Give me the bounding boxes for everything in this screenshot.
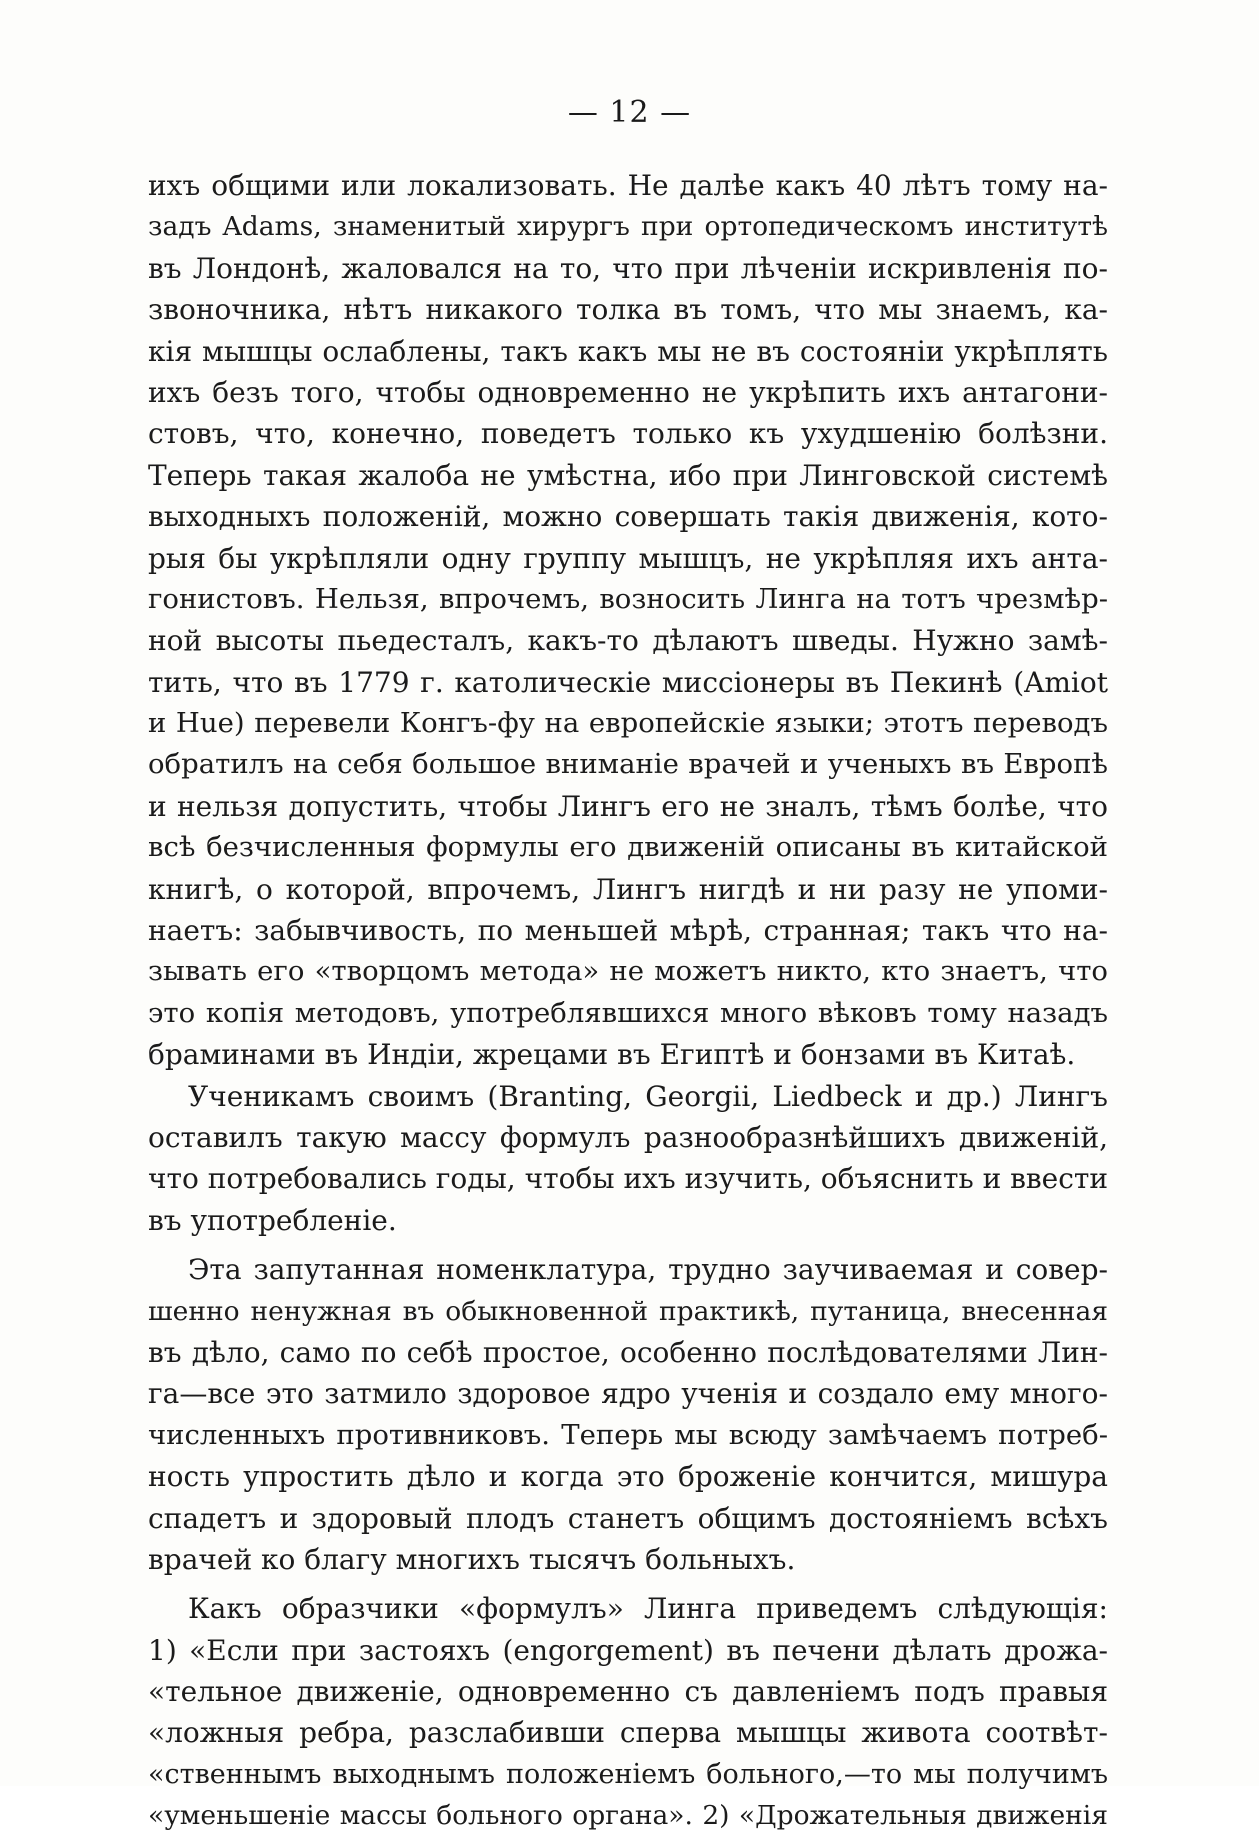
text-line: га—все это затмило здоровое ядро ученiя и создало ему много- (148, 1377, 1108, 1411)
text-line: Ученикамъ своимъ (Branting, Georgii, Liedbeck и др.) Лингъ (188, 1079, 1108, 1113)
text-line: врачей ко благу многихъ тысячъ больныхъ. (148, 1542, 796, 1576)
paragraph-1 (148, 165, 1108, 1076)
body-text (148, 165, 1108, 1837)
text-line: 1) «Если при застояхъ (engorgement) въ печени дѣлать дрожа- (148, 1633, 1108, 1667)
text-line: въ Лондонѣ, жаловался на то, что при лѣченiи искривленiя по- (148, 251, 1108, 285)
text-line: Эта запутанная номенклатура, трудно заучиваемая и совер- (188, 1253, 1108, 1287)
text-line: ной высоты пьедесталъ, какъ-то дѣлаютъ шведы. Нужно замѣ- (148, 624, 1108, 658)
text-line: ность упростить дѣло и когда это броженiе кончится, мишура (148, 1460, 1108, 1494)
text-line: спадетъ и здоровый плодъ станетъ общимъ достоянiемъ всѣхъ (148, 1501, 1108, 1535)
text-line: гонистовъ. Нельзя, впрочемъ, возносить Линга на тотъ чрезмѣр- (148, 582, 1108, 615)
text-line: Теперь такая жалоба не умѣстна, ибо при Линговской системѣ (148, 458, 1108, 492)
text-line: «ственнымъ выходнымъ положенiемъ больного,—то мы получимъ (148, 1758, 1108, 1790)
paragraph-4 (148, 1588, 1108, 1836)
text-line: задъ Adams, знаменитый хирургъ при ортопедическомъ институтѣ (148, 211, 1108, 243)
text-line: и нельзя допустить, чтобы Лингъ его не зналъ, тѣмъ болѣе, что (148, 789, 1108, 823)
text-line: книгѣ, о которой, впрочемъ, Лингъ нигдѣ и ни разу не упоми- (148, 872, 1108, 906)
text-line: ихъ общими или локализовать. Не далѣе какъ 40 лѣтъ тому на- (148, 169, 1108, 202)
text-line: оставилъ такую массу формулъ разнообразнѣйшихъ движенiй, (148, 1120, 1108, 1154)
text-line: «тельное движенiе, одновременно съ давленiемъ подъ правыя (148, 1675, 1108, 1709)
text-line: выходныхъ положенiй, можно совершать такiя движенiя, кото- (148, 500, 1108, 534)
text-line: браминами въ Индiи, жрецами въ Египтѣ и бонзами въ Китаѣ. (148, 1038, 1076, 1072)
text-line: обратилъ на себя большое вниманiе врачей и ученыхъ въ Европѣ (148, 748, 1108, 781)
text-line: всѣ безчисленныя формулы его движенiй описаны въ китайской (148, 831, 1108, 864)
text-line: наетъ: забывчивость, по меньшей мѣрѣ, странная; такъ что на- (148, 914, 1108, 948)
text-line: въ употребленiе. (148, 1203, 397, 1237)
text-line: стовъ, что, конечно, поведетъ только къ ухудшенiю болѣзни. (148, 417, 1108, 451)
text-line: кiя мышцы ослаблены, такъ какъ мы не въ состоянiи укрѣплять (148, 334, 1108, 368)
text-line: тить, что въ 1779 г. католическiе миссiонеры въ Пекинѣ (Amiot (148, 665, 1108, 699)
paragraph-3 (148, 1249, 1108, 1580)
paragraph-2 (148, 1076, 1108, 1242)
text-line: численныхъ противниковъ. Теперь мы всюду замѣчаемъ потреб- (148, 1418, 1108, 1451)
text-line: «уменьшенiе массы больного органа». 2) «Дрожательныя движенiя (148, 1800, 1108, 1832)
text-line: что потребовались годы, чтобы ихъ изучить, объяснить и ввести (148, 1162, 1108, 1196)
text-line: рыя бы укрѣпляли одну группу мышцъ, не укрѣпляя ихъ анта- (148, 541, 1108, 575)
page-number: — 12 — (567, 95, 692, 130)
text-line: шенно ненужная въ обыкновенной практикѣ, путаница, внесенная (148, 1295, 1108, 1327)
text-line: Какъ образчики «формулъ» Линга приведемъ слѣдующiя: (188, 1592, 1108, 1626)
text-line: «ложныя ребра, разслабивши сперва мышцы живота соотвѣт- (148, 1716, 1108, 1750)
text-line: зывать его «творцомъ метода» не можетъ никто, кто знаетъ, что (148, 955, 1108, 988)
text-line: въ дѣло, само по себѣ простое, особенно послѣдователями Лин- (148, 1335, 1108, 1369)
text-line: и Hue) перевели Конгъ-фу на европейскiе языки; этотъ переводъ (148, 707, 1108, 740)
text-line: это копiя методовъ, употреблявшихся много вѣковъ тому назадъ (148, 996, 1108, 1029)
text-line: звоночника, нѣтъ никакого толка въ томъ, что мы знаемъ, ка- (148, 293, 1108, 327)
text-line: ихъ безъ того, чтобы одновременно не укрѣпить ихъ антагони- (148, 375, 1108, 409)
